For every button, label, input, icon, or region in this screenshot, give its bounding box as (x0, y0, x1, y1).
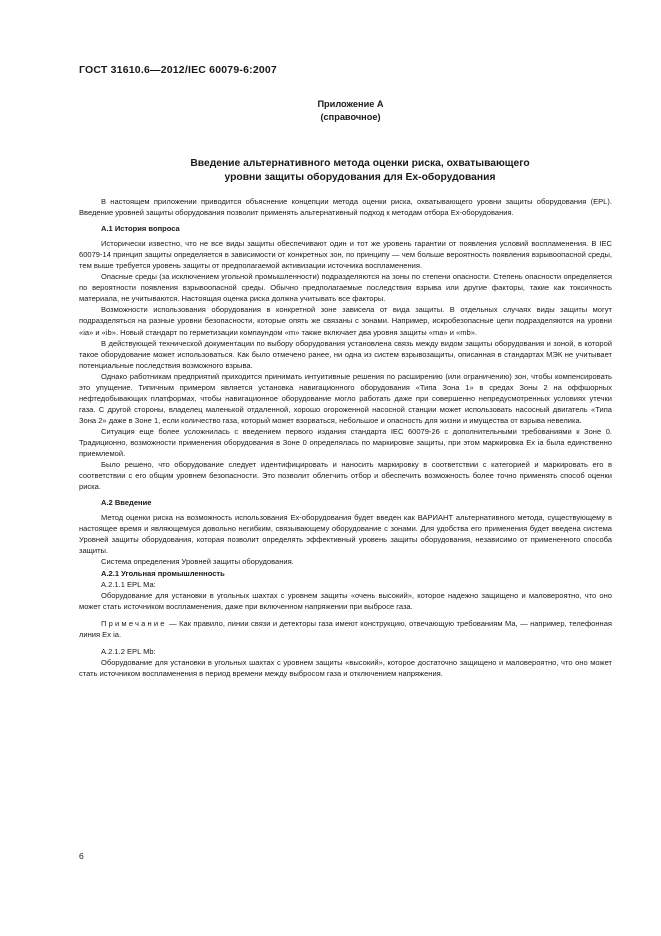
note-text: — Как правило, линии связи и детекторы газа имеют конструкцию, отвечающую требованиям Ма, — например, телефонная линия Ех ia. (79, 618, 612, 639)
epl-ma-text: Оборудование для установки в угольных шахтах с уровнем защиты «очень высокий», которое надежно защищено и маловероятно, что оно может стать источником воспламенения, даже при включенном напряжении при выбросе газа. (79, 590, 612, 611)
paragraph: Ситуация еще более усложнилась с введением первого издания стандарта IEC 60079-26 с дополнительными требованиями к Зоне 0. Традиционно, возможности применения оборудования в Зоне 0 определялась по маркировке защиты, при этом маркировка Ех ia была единственно приемлемой. (79, 426, 612, 459)
epl-mb-text: Оборудование для установки в угольных шахтах с уровнем защиты «высокий», которое достаточно защищено и маловероятно, что оно может стать источником воспламенения в период времени между выбросом газа и отключением напряжения. (79, 657, 612, 678)
paragraph: Система определения Уровней защиты оборудования. (101, 557, 294, 567)
intro-paragraph: В настоящем приложении приводится объяснение концепции метода оценки риска, охватывающего уровни защиты оборудования (EPL). Введение уровней защиты оборудования позволит применять альтернативный подход к методам отбора Ех-оборудования. (79, 197, 612, 218)
section-a2-heading: А.2 Введение (101, 498, 152, 508)
note-paragraph (79, 618, 612, 640)
appendix-title (120, 157, 600, 185)
section-a1-heading: А.1 История вопроса (101, 224, 180, 234)
appendix-note: (справочное) (320, 112, 381, 122)
paragraph: Однако работникам предприятий приходится принимать интуитивные решения по расширению (или ограничению) зон, чтобы компенсировать это упущение. Типичным примером является установка навигационного оборудования «Типа Зона 1» в средах Зоны 2 на оффшорных нефтедобывающих платформах, чтобы навигационное оборудование могло работать даже при совершенно непредусмотренных условиях утечки газа. С другой стороны, владелец маленькой отдаленной, хорошо огороженной насосной станции может использовать насосный двигатель «Типа Зона 2» даже в Зоне 1, если количество газа, который может взорваться, небольшое и опасность для жизни и имущества от взрыва невелика. (79, 371, 612, 425)
title-line-1: Введение альтернативного метода оценки риска, охватывающего (190, 158, 530, 169)
subsection-heading: А.2.1 Угольная промышленность (101, 568, 225, 578)
page-number: 6 (79, 851, 84, 861)
title-line-2: уровни защиты оборудования для Ех-оборудования (224, 172, 496, 183)
paragraph: Исторически известно, что не все виды защиты обеспечивают один и тот же уровень гарантии от появления условий воспламенения. В IEC 60079-14 принцип защиты определяется в зависимости от конкретных зон, по принципу — чем больше вероятность появления взрывоопасной среды, тем выше требуется уровень защиты от предполагаемой активизации источника воспламенения. (79, 239, 612, 271)
document-body (79, 196, 612, 679)
paragraph: Возможности использования оборудования в конкретной зоне зависела от вида защиты. В отдельных случаях виды защиты могут подразделяться на разные уровни безопасности, которые опять же связаны с зонами. Например, искробезопасные цепи подразделяются на уровни «ia» и «ib». Новый стандарт по герметизации компаундом «m» также включает два уровня защиты «ma» и «mb». (79, 305, 612, 337)
appendix-label: Приложение А (317, 99, 384, 109)
running-header: ГОСТ 31610.6—2012/IEC 60079-6:2007 (79, 64, 277, 76)
epl-ma-label: А.2.1.1 EPL Ма: (101, 579, 156, 589)
note-label: Примечание (101, 618, 167, 628)
paragraph: Метод оценки риска на возможность использования Ех-оборудования будет введен как ВАРИАНТ альтернативного метода, существующему в настоящее время и являющемуся довольно негибким, связывающему оборудование с зонами. Для удобства его применения будет введена система Уровней защиты оборудования, которая позволит определять эффективный уровень защиты оборудования, независимо от примененного способа защиты. (79, 513, 612, 556)
paragraph: В действующей технической документации по выбору оборудования установлена связь между видом защиты оборудования и зоной, в которой такое оборудование может использоваться. Как было отмечено ранее, ни одна из систем взрывозащиты, описанная в стандартах МЭК не учитывает потенциальные последствия возможного взрыва. (79, 338, 612, 370)
epl-mb-label: А.2.1.2 EPL Mb: (101, 646, 156, 656)
paragraph: Было решено, что оборудование следует идентифицировать и наносить маркировку в соответствии с категорией и маркировать его в соответствии с его общим уровнем безопасности. Это позволит облегчить отбор и обеспечить возможность более точно применять способ оценки риска. (79, 460, 612, 492)
appendix-caption (0, 98, 661, 124)
paragraph: Опасные среды (за исключением угольной промышленности) подразделяются на зоны по степени опасности. Степень опасности определяется по вероятности появления взрывоопасной среды. Обычно предполагаемые последствия взрыва или другие факторы, такие как токсичность материала, не учитываются. Настоящая оценка риска должна учитывать все факторы. (79, 272, 612, 304)
